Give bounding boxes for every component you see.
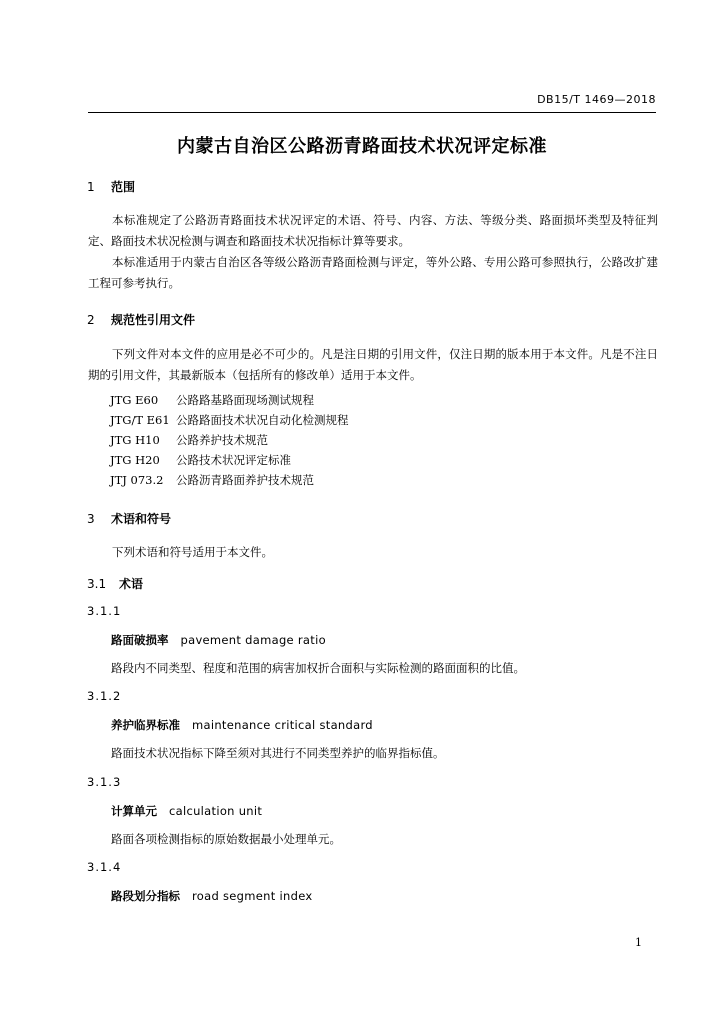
term-definition: 路面各项检测指标的原始数据最小处理单元。 [111,832,341,846]
reference-item [110,432,268,448]
reference-code: JTG/T E61 [110,413,170,427]
reference-title: 公路路面技术状况自动化检测规程 [176,413,349,427]
term-number: 3.1.1 [87,604,122,618]
reference-code: JTG H20 [110,453,160,467]
header-rule [88,112,656,113]
reference-title: 公路技术状况评定标准 [176,453,291,467]
section-2-heading [87,311,195,328]
section-3-heading [87,510,171,527]
reference-code: JTG H10 [110,433,160,447]
term-chinese-name: 路段划分指标 [111,889,180,903]
reference-item [110,392,314,408]
section-title: 术语和符号 [111,512,172,526]
document-title: 内蒙古自治区公路沥青路面技术状况评定标准 [177,136,547,157]
section-number: 2 [87,313,95,327]
page-number: 1 [635,936,642,949]
term-chinese-name: 计算单元 [111,804,157,818]
section-title: 范围 [111,180,136,194]
term-chinese-name: 路面破损率 [111,633,169,647]
reference-item [110,452,291,468]
term-english-name: road segment index [192,889,313,903]
term-english-name: calculation unit [169,804,263,818]
subsection-number: 3.1 [87,577,107,591]
term-heading [111,888,312,904]
reference-title: 公路沥青路面养护技术规范 [176,473,314,487]
reference-code: JTG E60 [110,393,159,407]
term-english-name: pavement damage ratio [180,633,326,647]
reference-title: 公路养护技术规范 [176,433,268,447]
section-2-paragraph-1: 下列文件对本文件的应用是必不可少的。凡是注日期的引用文件，仅注日期的版本用于本文件。凡是不注日期的引用文件，其最新版本（包括所有的修改单）适用于本文件。 [88,347,658,382]
term-definition: 路面技术状况指标下降至须对其进行不同类型养护的临界指标值。 [111,746,445,760]
term-heading [111,632,326,648]
term-number: 3.1.2 [87,689,122,703]
section-1-paragraph-2: 本标准适用于内蒙古自治区各等级公路沥青路面检测与评定，等外公路、专用公路可参照执行，公路改扩建工程可参考执行。 [88,255,658,290]
term-heading [111,717,373,733]
section-3-paragraph-1: 下列术语和符号适用于本文件。 [112,545,273,559]
standard-code: DB15/T 1469—2018 [537,93,656,106]
reference-title: 公路路基路面现场测试规程 [176,393,314,407]
term-heading [111,803,262,819]
section-title: 规范性引用文件 [111,313,196,327]
section-1-paragraph-1: 本标准规定了公路沥青路面技术状况评定的术语、符号、内容、方法、等级分类、路面损坏类型及特征判定、路面技术状况检测与调查和路面技术状况指标计算等要求。 [88,213,658,248]
reference-item [110,472,314,488]
section-number: 3 [87,512,95,526]
term-number: 3.1.3 [87,775,122,789]
term-number: 3.1.4 [87,860,122,874]
term-definition: 路段内不同类型、程度和范围的病害加权折合面积与实际检测的路面面积的比值。 [111,661,525,675]
section-number: 1 [87,180,95,194]
reference-code: JTJ 073.2 [110,473,164,487]
subsection-3-1-heading [87,575,143,592]
reference-item [110,412,349,428]
section-1-heading [87,178,135,195]
term-chinese-name: 养护临界标准 [111,718,180,732]
subsection-title: 术语 [119,577,144,591]
term-english-name: maintenance critical standard [192,718,373,732]
